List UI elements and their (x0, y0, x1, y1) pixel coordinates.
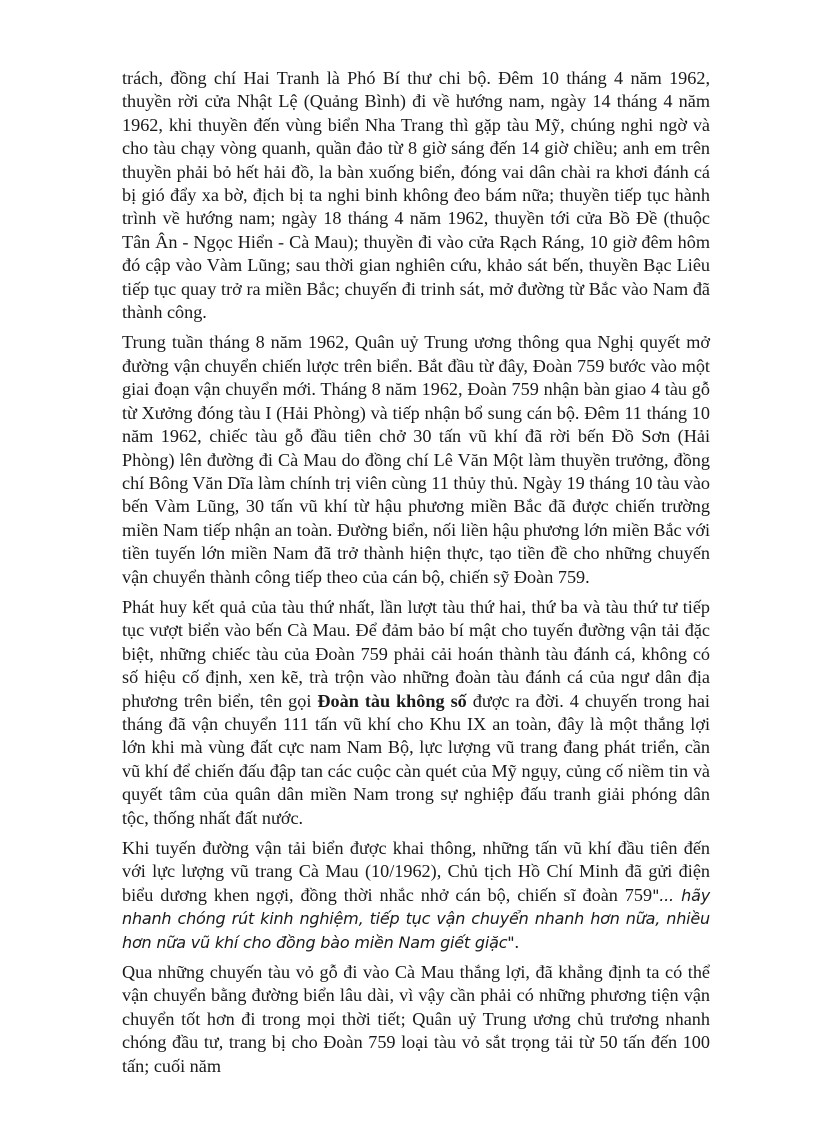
paragraph-4-text-after: . (514, 931, 519, 952)
paragraph-3 (122, 596, 710, 830)
paragraph-3-text-before: Phát huy kết quả của tàu thứ nhất, lần lượt tàu thứ hai, thứ ba và tàu thứ tư tiếp tục vượt biển vào bến Cà Mau. Để đảm bảo bí mật cho tuyến đường vận tải đặc biệt, những chiếc tàu của Đoàn 759 phải cải hoán thành tàu đánh cá, không có số hiệu cố định, xen kẽ, trà trộn vào những đoàn tàu đánh cá của ngư dân địa phương trên biển, tên gọi (122, 596, 710, 711)
document-body (122, 67, 710, 1085)
paragraph-2: Trung tuần tháng 8 năm 1962, Quân uỷ Trung ương thông qua Nghị quyết mở đường vận chuyển chiến lược trên biển. Bắt đầu từ đây, Đoàn 759 bước vào một giai đoạn vận chuyển mới. Tháng 8 năm 1962, Đoàn 759 nhận bàn giao 4 tàu gỗ từ Xưởng đóng tàu I (Hải Phòng) và tiếp nhận bổ sung cán bộ. Đêm 11 tháng 10 năm 1962, chiếc tàu gỗ đầu tiên chở 30 tấn vũ khí đã rời bến Đồ Sơn (Hải Phòng) lên đường đi Cà Mau do đồng chí Lê Văn Một làm thuyền trưởng, đồng chí Bông Văn Dĩa làm chính trị viên cùng 11 thủy thủ. Ngày 19 tháng 10 tàu vào bến Vàm Lũng, 30 tấn vũ khí từ hậu phương miền Bắc đã được chiến trường miền Nam tiếp nhận an toàn. Đường biển, nối liền hậu phương lớn miền Bắc với tiền tuyến lớn miền Nam đã trở thành hiện thực, tạo tiền đề cho những chuyến vận chuyển thành công tiếp theo của cán bộ, chiến sỹ Đoàn 759. (122, 332, 710, 587)
paragraph-5: Qua những chuyến tàu vỏ gỗ đi vào Cà Mau thắng lợi, đã khẳng định ta có thể vận chuyển bằng đường biển lâu dài, vì vậy cần phải có những phương tiện vận chuyển tốt hơn đi trong mọi thời tiết; Quân uỷ Trung ương chủ trương nhanh chóng đầu tư, trang bị cho Đoàn 759 loại tàu vỏ sắt trọng tải từ 50 tấn đến 100 tấn; cuối năm (122, 962, 710, 1076)
paragraph-4-text-before: Khi tuyến đường vận tải biển được khai thông, những tấn vũ khí đầu tiên đến với lực lượng vũ trang Cà Mau (10/1962), Chủ tịch Hồ Chí Minh đã gửi điện biểu dương khen ngợi, đồng thời nhắc nhở cán bộ, chiến sĩ đoàn 759 (122, 838, 710, 905)
paragraph-3-bold-term: Đoàn tàu không số (317, 690, 467, 711)
paragraph-1: trách, đồng chí Hai Tranh là Phó Bí thư chi bộ. Đêm 10 tháng 4 năm 1962, thuyền rời cửa Nhật Lệ (Quảng Bình) đi về hướng nam, ngày 14 tháng 4 năm 1962, khi thuyền đến vùng biển Nha Trang thì gặp tàu Mỹ, chúng nghi ngờ và cho tàu chạy vòng quanh, quần đảo từ 8 giờ sáng đến 14 giờ chiều; anh em trên thuyền phải bỏ hết hải đồ, la bàn xuống biển, đóng vai dân chài ra khơi đánh cá bị gió đẩy xa bờ, địch bị ta nghi binh không đeo bám nữa; thuyền tiếp tục hành trình về hướng nam; ngày 18 tháng 4 năm 1962, thuyền tới cửa Bồ Đề (thuộc Tân Ân - Ngọc Hiển - Cà Mau); thuyền đi vào cửa Rạch Ráng, 10 giờ đêm hôm đó cập vào Vàm Lũng; sau thời gian nghiên cứu, khảo sát bến, thuyền Bạc Liêu tiếp tục quay trở ra miền Bắc; chuyến đi trinh sát, mở đường từ Bắc vào Nam đã thành công. (122, 68, 710, 323)
paragraph-4-quote: "... hãy nhanh chóng rút kinh nghiệm, tiếp tục vận chuyển nhanh hơn nữa, nhiều hơn nữa vũ khí cho đồng bào miền Nam giết giặc" (122, 885, 710, 952)
paragraph-4 (122, 837, 710, 954)
paragraph-3-text-after: được ra đời. 4 chuyến trong hai tháng đã vận chuyển 111 tấn vũ khí cho Khu IX an toàn, đây là một thắng lợi lớn khi mà vùng đất cực nam Nam Bộ, lực lượng vũ trang đang phát triển, cần vũ khí để chiến đấu đập tan các cuộc càn quét của Mỹ ngụy, củng cố niềm tin và quyết tâm của quân dân miền Nam trong sự nghiệp đấu tranh giải phóng dân tộc, thống nhất đất nước. (122, 690, 710, 828)
